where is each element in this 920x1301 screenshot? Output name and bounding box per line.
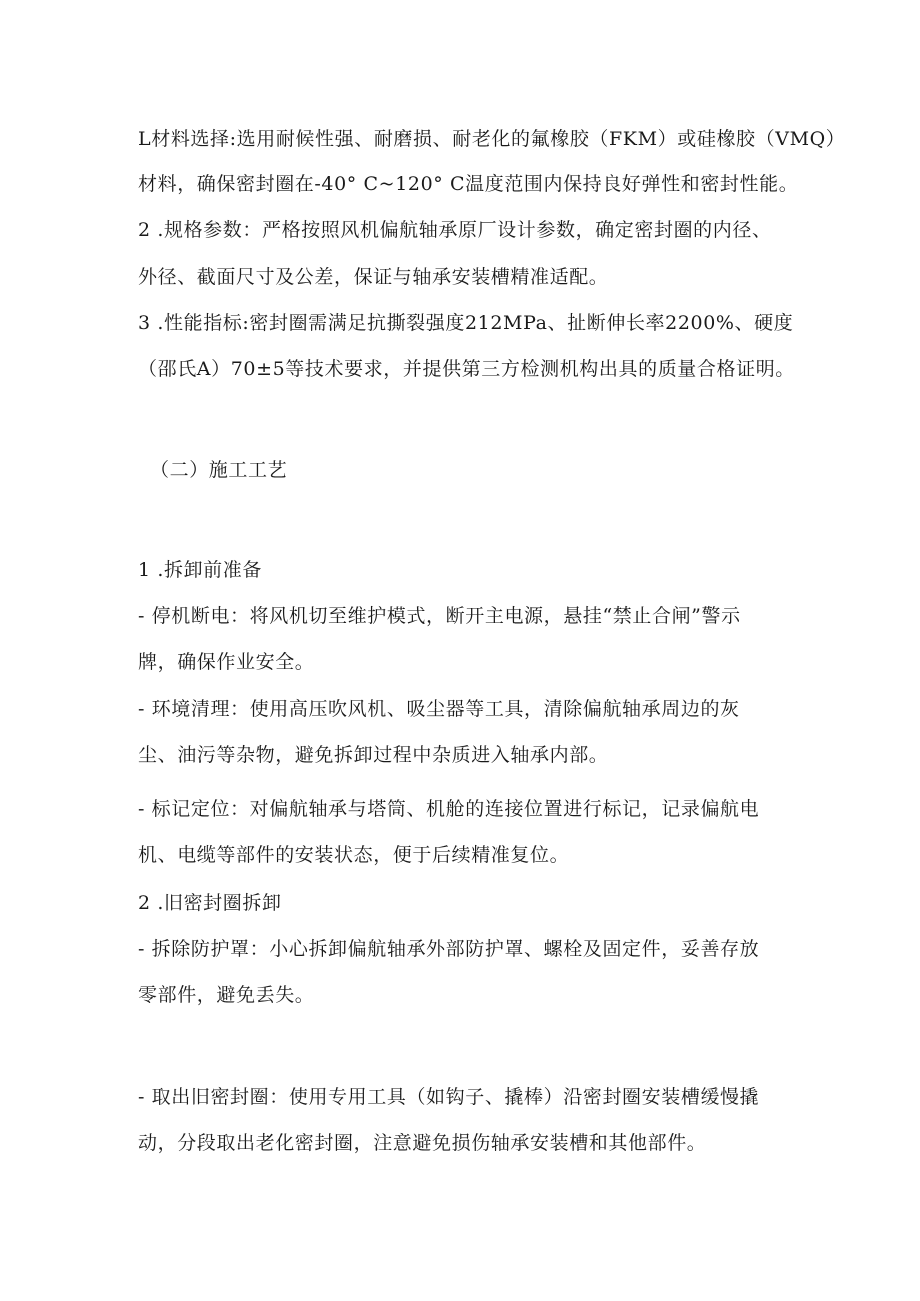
performance-line-2: （邵氏A）70±5等技术要求，并提供第三方检测机构出具的质量合格证明。 xyxy=(138,358,795,380)
spec-params-line-1: 2 .规格参数：严格按照风机偏航轴承原厂设计参数，确定密封圈的内径、 xyxy=(138,219,772,241)
pre-removal-title: 1 .拆卸前准备 xyxy=(138,559,262,581)
section-heading-construction: （二）施工工艺 xyxy=(150,459,288,481)
power-off-line-2: 牌，确保作业安全。 xyxy=(138,651,315,673)
material-selection-line-2: 材料，确保密封圈在-40° C~120° C温度范围内保持良好弹性和密封性能。 xyxy=(138,173,799,195)
material-selection-line-1: L材料选择:选用耐候性强、耐磨损、耐老化的氟橡胶（FKM）或硅橡胶（VMQ） xyxy=(138,128,846,150)
remove-cover-line-1: - 拆除防护罩：小心拆卸偏航轴承外部防护罩、螺栓及固定件，妥善存放 xyxy=(138,938,760,960)
remove-cover-line-2: 零部件，避免丢失。 xyxy=(138,984,315,1006)
performance-line-1: 3 .性能指标:密封圈需满足抗撕裂强度212MPa、扯断伸长率2200%、硬度 xyxy=(138,312,794,334)
marking-line-2: 机、电缆等部件的安装状态，便于后续精准复位。 xyxy=(138,844,570,866)
marking-line-1: - 标记定位：对偏航轴承与塔筒、机舱的连接位置进行标记，记录偏航电 xyxy=(138,798,760,820)
take-out-seal-line-2: 动，分段取出老化密封圈，注意避免损伤轴承安装槽和其他部件。 xyxy=(138,1132,707,1154)
cleaning-line-1: - 环境清理：使用高压吹风机、吸尘器等工具，清除偏航轴承周边的灰 xyxy=(138,698,740,720)
cleaning-line-2: 尘、油污等杂物，避免拆卸过程中杂质进入轴承内部。 xyxy=(138,744,609,766)
old-seal-removal-title: 2 .旧密封圈拆卸 xyxy=(138,892,282,914)
take-out-seal-line-1: - 取出旧密封圈：使用专用工具（如钩子、撬棒）沿密封圈安装槽缓慢撬 xyxy=(138,1086,760,1108)
spec-params-line-2: 外径、截面尺寸及公差，保证与轴承安装槽精准适配。 xyxy=(138,266,609,288)
power-off-line-1: - 停机断电：将风机切至维护模式，断开主电源，悬挂“禁止合闸”警示 xyxy=(138,605,741,627)
